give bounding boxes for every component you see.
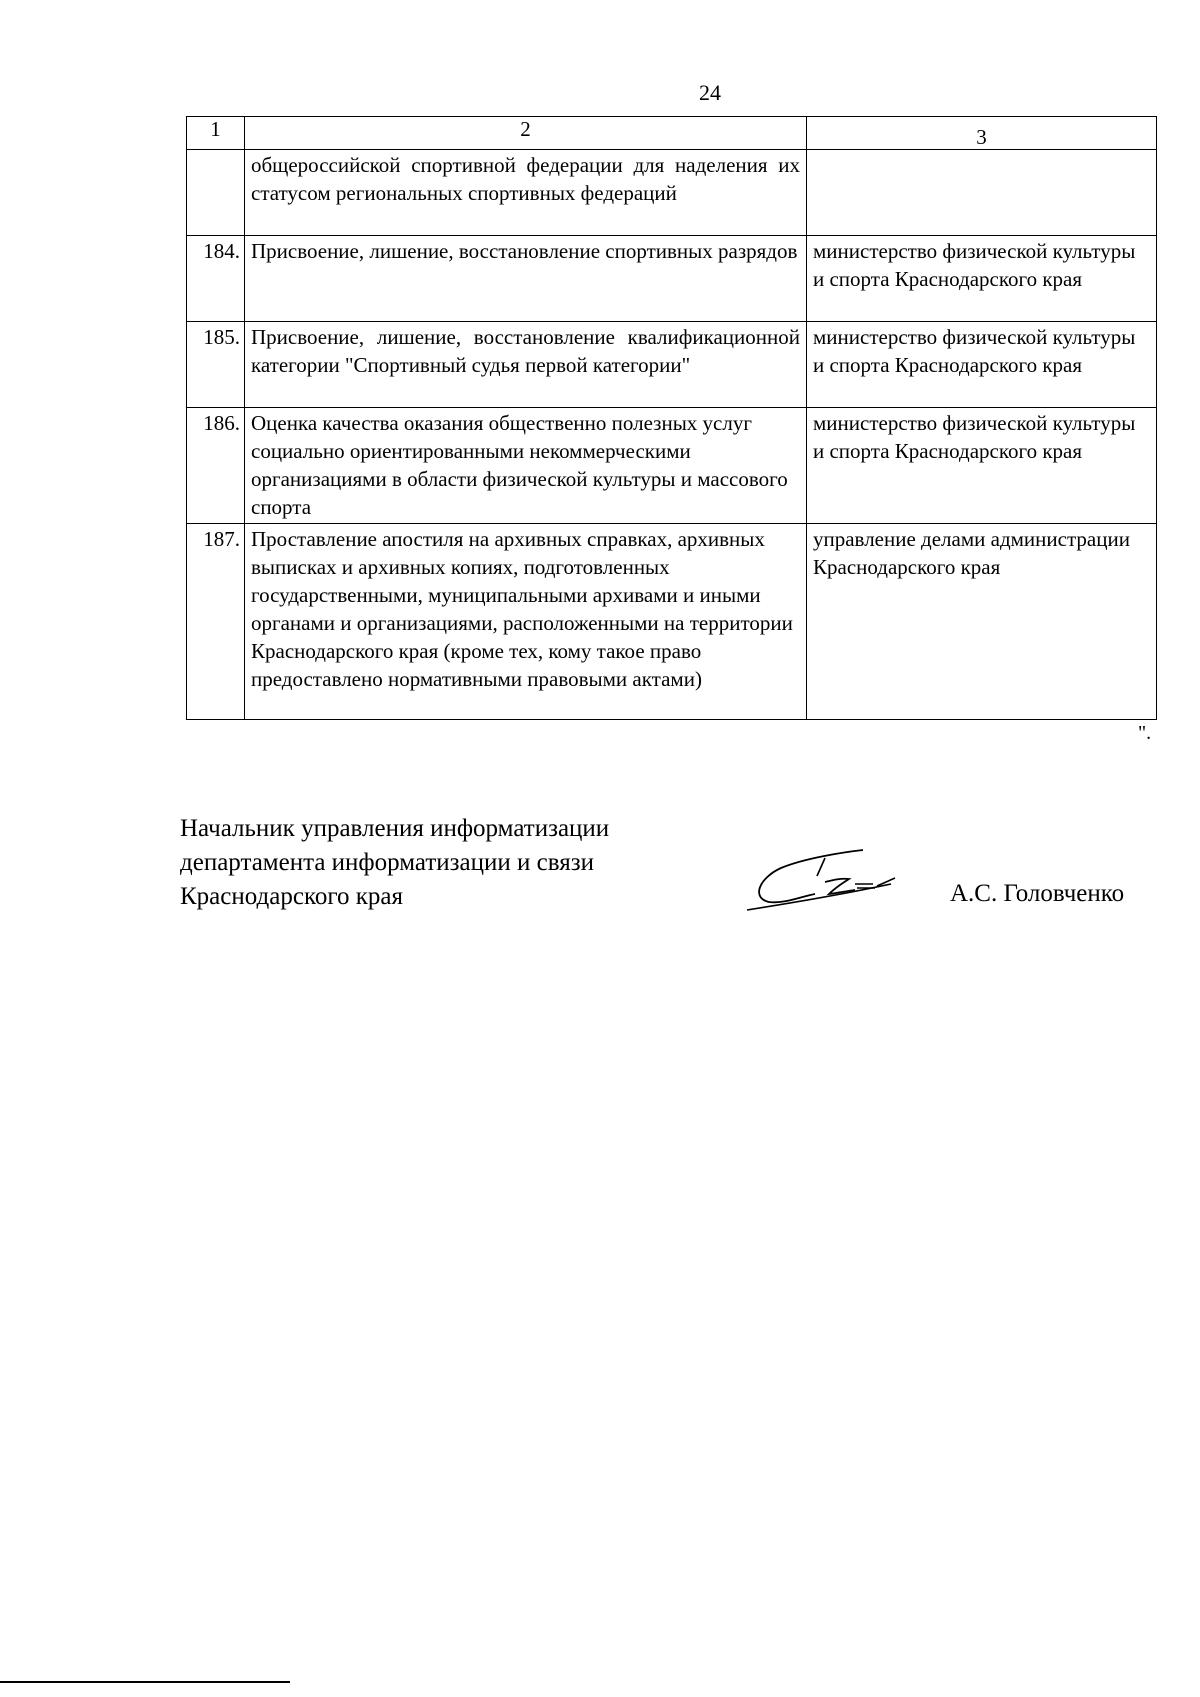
- table-row: [187, 524, 1157, 720]
- row-authority: министерство физической культуры и спорта Краснодарского края: [807, 408, 1157, 524]
- table-row: [187, 408, 1157, 524]
- footer-divider: [0, 1681, 290, 1683]
- closing-quote-mark: ".: [1138, 722, 1152, 744]
- header-col-1: 1: [187, 117, 245, 150]
- signatory-position: [180, 812, 609, 914]
- services-table: [186, 116, 1157, 720]
- position-line-1: Начальник управления информатизации: [180, 815, 610, 842]
- row-service: Проставление апостиля на архивных справках, архивных выписках и архивных копиях, подготовленных государственными, муниципальными архивами и иными органами и организациями, расположенными на территории Краснодарского края (кроме тех, кому такое право предоставлено нормативными правовыми актами): [245, 524, 807, 720]
- page-number: 24: [699, 80, 721, 105]
- table-row: [187, 236, 1157, 322]
- row-number: [187, 150, 245, 236]
- row-authority: министерство физической культуры и спорта Краснодарского края: [807, 322, 1157, 408]
- table-row: [187, 150, 1157, 236]
- row-number: 186.: [187, 408, 245, 524]
- row-number: 184.: [187, 236, 245, 322]
- row-service: Оценка качества оказания общественно полезных услуг социально ориентированными некоммерческими организациями в области физической культуры и массового спорта: [245, 408, 807, 524]
- table-header-row: [187, 117, 1157, 150]
- row-service: Присвоение, лишение, восстановление спортивных разрядов: [245, 236, 807, 322]
- signer-name: А.С. Головченко: [950, 880, 1125, 907]
- position-line-3: Краснодарского края: [180, 883, 403, 910]
- header-col-2: 2: [245, 117, 807, 150]
- row-number: 185.: [187, 322, 245, 408]
- row-authority: министерство физической культуры и спорта Краснодарского края: [807, 236, 1157, 322]
- table-row: [187, 322, 1157, 408]
- row-service: общероссийской спортивной федерации для наделения их статусом региональных спортивных федераций: [245, 150, 807, 236]
- header-col-3: 3: [807, 117, 1157, 150]
- row-authority: управление делами администрации Краснодарского края: [807, 524, 1157, 720]
- row-service: Присвоение, лишение, восстановление квалификационной категории "Спортивный судья первой категории": [245, 322, 807, 408]
- position-line-2: департамента информатизации и связи: [180, 849, 594, 876]
- row-authority: [807, 150, 1157, 236]
- handwritten-signature: [745, 838, 945, 938]
- row-number: 187.: [187, 524, 245, 720]
